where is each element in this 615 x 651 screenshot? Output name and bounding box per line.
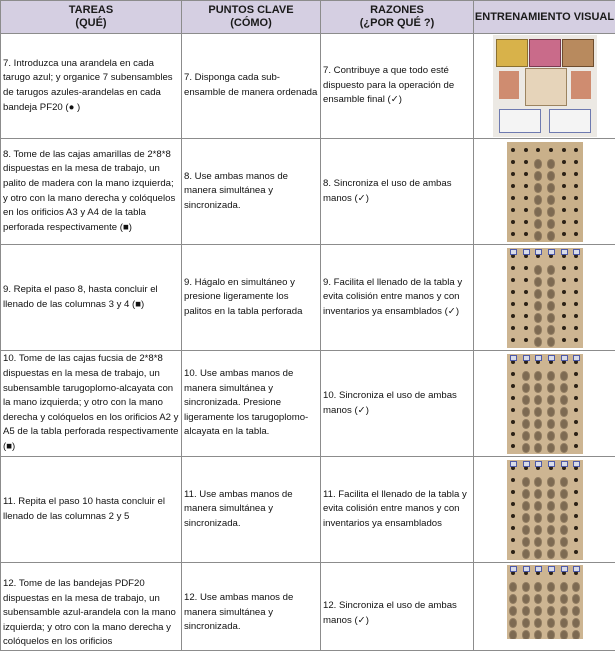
header-razones-title: RAZONES (321, 4, 473, 17)
peg (561, 490, 567, 498)
hole (511, 290, 515, 294)
hole (562, 302, 566, 306)
peg (548, 526, 554, 534)
peg (561, 396, 567, 404)
peg (548, 550, 554, 558)
column-label (561, 355, 568, 361)
peg (510, 607, 516, 615)
hole (562, 148, 566, 152)
peg (535, 490, 541, 498)
header-puntos (182, 1, 321, 34)
peg (561, 432, 567, 440)
visual-cell (474, 34, 615, 139)
header-tareas-sub: (QUÉ) (1, 17, 181, 30)
hole (524, 314, 528, 318)
peg (535, 302, 541, 310)
hole (574, 314, 578, 318)
hole (549, 148, 553, 152)
hole (511, 220, 515, 224)
hole (511, 538, 515, 542)
hole (524, 278, 528, 282)
yellow-tray (496, 39, 528, 67)
hole (511, 408, 515, 412)
hole (511, 148, 515, 152)
peg (548, 232, 554, 240)
razon-cell: 7. Contribuye a que todo esté dispuesto para la operación de ensamble final (✓) (321, 34, 474, 139)
hole (574, 302, 578, 306)
visual-cell (474, 563, 615, 651)
wood-tray (562, 39, 594, 67)
hole (524, 196, 528, 200)
punto-cell: 9. Hágalo en simultáneo y presione ligeramente los palitos en la tabla perforada (182, 245, 321, 351)
peg (535, 502, 541, 510)
peg (535, 278, 541, 286)
header-row (1, 1, 615, 34)
hole (574, 514, 578, 518)
peg (548, 619, 554, 627)
visual-cell (474, 457, 615, 563)
header-entrenamiento: ENTRENAMIENTO VISUAL (474, 1, 615, 34)
peg (523, 607, 529, 615)
peg (510, 631, 516, 639)
peg (523, 550, 529, 558)
razon-cell: 12. Sincroniza el uso de ambas manos (✓) (321, 563, 474, 651)
hole (511, 478, 515, 482)
hole (511, 420, 515, 424)
peg (535, 396, 541, 404)
side-box-right (571, 71, 591, 99)
peg (510, 619, 516, 627)
peg (535, 432, 541, 440)
tarea-cell: 9. Repita el paso 8, hasta concluir el llenado de las columnas 3 y 4 (■) (1, 245, 182, 351)
pegboard-photo (507, 460, 583, 560)
visual-cell (474, 139, 615, 245)
hole (574, 208, 578, 212)
peg (535, 595, 541, 603)
peg (523, 538, 529, 546)
hole (511, 326, 515, 330)
hole (511, 172, 515, 176)
header-puntos-title: PUNTOS CLAVE (182, 4, 320, 17)
peg (535, 220, 541, 228)
header-tareas (1, 1, 182, 34)
peg (561, 631, 567, 639)
peg (535, 631, 541, 639)
table-row (1, 563, 615, 651)
peg (548, 302, 554, 310)
peg (548, 583, 554, 591)
pegboard-photo (507, 354, 583, 454)
hole (536, 148, 540, 152)
peg (573, 595, 579, 603)
header-puntos-sub: (CÓMO) (182, 17, 320, 30)
punto-cell: 12. Use ambas manos de manera simultánea y sincronizada. (182, 563, 321, 651)
hole (574, 408, 578, 412)
peg (561, 514, 567, 522)
column-label (523, 461, 530, 467)
peg (561, 595, 567, 603)
peg (548, 290, 554, 298)
peg (548, 478, 554, 486)
peg (535, 538, 541, 546)
peg (548, 444, 554, 452)
peg (561, 444, 567, 452)
hole (511, 372, 515, 376)
table-row (1, 245, 615, 351)
peg (535, 583, 541, 591)
peg (561, 420, 567, 428)
peg (573, 607, 579, 615)
peg (523, 384, 529, 392)
hole (524, 266, 528, 270)
column-label (535, 566, 542, 572)
hole (574, 478, 578, 482)
column-label (535, 355, 542, 361)
visual-cell (474, 351, 615, 457)
peg (535, 208, 541, 216)
hole (511, 490, 515, 494)
table-row (1, 351, 615, 457)
peg (548, 326, 554, 334)
column-label (573, 249, 580, 255)
table-row (1, 139, 615, 245)
hole (562, 232, 566, 236)
razon-cell: 10. Sincroniza el uso de ambas manos (✓) (321, 351, 474, 457)
peg (548, 184, 554, 192)
hole (524, 302, 528, 306)
hole (574, 444, 578, 448)
peg (573, 583, 579, 591)
peg (535, 478, 541, 486)
hole (574, 526, 578, 530)
peg (548, 490, 554, 498)
hole (574, 184, 578, 188)
peg (548, 631, 554, 639)
column-label (523, 249, 530, 255)
hole (562, 278, 566, 282)
peg (523, 583, 529, 591)
tarea-cell: 11. Repita el paso 10 hasta concluir el llenado de las columnas 2 y 5 (1, 457, 182, 563)
hole (511, 302, 515, 306)
hole (562, 326, 566, 330)
peg (561, 619, 567, 627)
peg (510, 583, 516, 591)
hole (574, 172, 578, 176)
hole (511, 278, 515, 282)
peg (535, 444, 541, 452)
peg (535, 196, 541, 204)
peg (535, 184, 541, 192)
peg (548, 384, 554, 392)
hole (562, 208, 566, 212)
peg (548, 266, 554, 274)
peg (548, 607, 554, 615)
punto-cell: 7. Disponga cada sub-ensamble de manera ordenada (182, 34, 321, 139)
hole (574, 148, 578, 152)
hole (511, 514, 515, 518)
column-label (523, 566, 530, 572)
hole (574, 266, 578, 270)
peg (523, 432, 529, 440)
hole (562, 338, 566, 342)
column-label (561, 461, 568, 467)
peg (535, 408, 541, 416)
hole (562, 196, 566, 200)
tarea-cell: 10. Tome de las cajas fucsia de 2*8*8 dispuestas en la mesa de trabajo, un subensamble tarugoplomo-alcayata con la mano izquierda; y otro con la mano derecha y colóquelos en los orificios A2 y A5 de la tabla perforada respectivamente (■) (1, 351, 182, 457)
peg (561, 607, 567, 615)
hole (562, 314, 566, 318)
hole (524, 326, 528, 330)
hole (574, 338, 578, 342)
hole (574, 502, 578, 506)
peg (535, 372, 541, 380)
hole (511, 184, 515, 188)
peg (548, 372, 554, 380)
blue-tray-right (549, 109, 591, 133)
header-tareas-title: TAREAS (1, 4, 181, 17)
peg (561, 550, 567, 558)
column-label (548, 461, 555, 467)
hole (562, 172, 566, 176)
column-label (535, 249, 542, 255)
peg (548, 595, 554, 603)
peg (548, 338, 554, 346)
hole (574, 420, 578, 424)
column-label (561, 566, 568, 572)
peg (523, 396, 529, 404)
peg (548, 314, 554, 322)
peg (548, 432, 554, 440)
peg (523, 514, 529, 522)
peg (535, 326, 541, 334)
hole (511, 314, 515, 318)
peg (535, 514, 541, 522)
punto-cell: 8. Use ambas manos de manera simultánea y sincronizada. (182, 139, 321, 245)
peg (535, 550, 541, 558)
peg (548, 396, 554, 404)
pegboard-small (525, 68, 567, 106)
peg (523, 619, 529, 627)
hole (562, 220, 566, 224)
peg (573, 631, 579, 639)
peg (548, 196, 554, 204)
hole (511, 208, 515, 212)
peg (535, 266, 541, 274)
pegboard-photo (507, 565, 583, 639)
peg (523, 408, 529, 416)
hole (574, 396, 578, 400)
razon-cell: 8. Sincroniza el uso de ambas manos (✓) (321, 139, 474, 245)
hole (574, 160, 578, 164)
peg (561, 478, 567, 486)
hole (511, 384, 515, 388)
hole (511, 232, 515, 236)
hole (511, 196, 515, 200)
hole (524, 220, 528, 224)
peg (523, 372, 529, 380)
header-razones (321, 1, 474, 34)
peg (523, 502, 529, 510)
hole (574, 372, 578, 376)
hole (574, 550, 578, 554)
peg (523, 478, 529, 486)
peg (561, 526, 567, 534)
hole (562, 184, 566, 188)
punto-cell: 11. Use ambas manos de manera simultánea y sincronizada. (182, 457, 321, 563)
hole (511, 338, 515, 342)
hole (511, 160, 515, 164)
hole (511, 526, 515, 530)
column-label (561, 249, 568, 255)
peg (523, 595, 529, 603)
peg (548, 514, 554, 522)
peg (548, 208, 554, 216)
visual-cell (474, 245, 615, 351)
header-razones-sub: (¿POR QUÉ ?) (321, 17, 473, 30)
column-label (573, 461, 580, 467)
column-label (548, 355, 555, 361)
peg (535, 338, 541, 346)
blue-tray-left (499, 109, 541, 133)
razon-cell: 9. Facilita el llenado de la tabla y evita colisión entre manos y con inventarios ya ensamblados (✓) (321, 245, 474, 351)
pink-tray (529, 39, 561, 67)
hole (574, 220, 578, 224)
column-label (548, 249, 555, 255)
peg (535, 160, 541, 168)
hole (574, 278, 578, 282)
hole (574, 326, 578, 330)
tarea-cell: 12. Tome de las bandejas PDF20 dispuestas en la mesa de trabajo, un subensamble azul-arandela con la mano izquierda; y otro con la mano derecha y colóquelos en los orificios (1, 563, 182, 651)
peg (548, 160, 554, 168)
peg (548, 538, 554, 546)
hole (511, 550, 515, 554)
column-label (510, 249, 517, 255)
peg (535, 314, 541, 322)
hole (574, 290, 578, 294)
hole (511, 444, 515, 448)
table-row (1, 34, 615, 139)
hole (574, 490, 578, 494)
hole (562, 160, 566, 164)
hole (562, 290, 566, 294)
peg (561, 583, 567, 591)
hole (524, 290, 528, 294)
column-label (510, 355, 517, 361)
column-label (573, 355, 580, 361)
peg (548, 408, 554, 416)
hole (574, 384, 578, 388)
peg (548, 420, 554, 428)
peg (535, 384, 541, 392)
column-label (535, 461, 542, 467)
peg (548, 278, 554, 286)
peg (548, 502, 554, 510)
hole (524, 232, 528, 236)
hole (524, 160, 528, 164)
peg (523, 631, 529, 639)
side-box-left (499, 71, 519, 99)
peg (535, 172, 541, 180)
hole (524, 148, 528, 152)
hole (574, 432, 578, 436)
hole (574, 538, 578, 542)
hole (574, 196, 578, 200)
peg (535, 526, 541, 534)
peg (548, 172, 554, 180)
column-label (523, 355, 530, 361)
peg (561, 372, 567, 380)
hole (574, 232, 578, 236)
trays-workspace-photo (493, 35, 597, 137)
hole (524, 208, 528, 212)
hole (524, 184, 528, 188)
peg (548, 220, 554, 228)
tarea-cell: 7. Introduzca una arandela en cada tarugo azul; y organice 7 subensambles de tarugos azules-arandelas en cada bandeja PF20 (● ) (1, 34, 182, 139)
punto-cell: 10. Use ambas manos de manera simultánea y sincronizada. Presione ligeramente los tarugoplomo-alcayata en la tabla. (182, 351, 321, 457)
column-label (510, 461, 517, 467)
peg (523, 526, 529, 534)
pegboard-photo (507, 248, 583, 348)
hole (524, 338, 528, 342)
peg (535, 619, 541, 627)
column-label (573, 566, 580, 572)
peg (510, 595, 516, 603)
hole (511, 396, 515, 400)
peg (535, 290, 541, 298)
peg (535, 232, 541, 240)
peg (523, 420, 529, 428)
peg (573, 619, 579, 627)
hole (562, 266, 566, 270)
column-label (548, 566, 555, 572)
tarea-cell: 8. Tome de las cajas amarillas de 2*8*8 dispuestas en la mesa de trabajo, un palito de madera con la mano izquierda; y otro con la mano derecha y colóquelos en los orificios A3 y A4 de la tabla perforada respectivamente (■) (1, 139, 182, 245)
peg (561, 502, 567, 510)
column-label (510, 566, 517, 572)
peg (535, 607, 541, 615)
peg (561, 408, 567, 416)
peg (523, 444, 529, 452)
pegboard-photo (507, 142, 583, 242)
hole (511, 432, 515, 436)
peg (561, 538, 567, 546)
hole (524, 172, 528, 176)
peg (523, 490, 529, 498)
hole (511, 266, 515, 270)
razon-cell: 11. Facilita el llenado de la tabla y evita colisión entre manos y con inventarios ya ensamblados (321, 457, 474, 563)
peg (561, 384, 567, 392)
hole (511, 502, 515, 506)
peg (535, 420, 541, 428)
table-row (1, 457, 615, 563)
